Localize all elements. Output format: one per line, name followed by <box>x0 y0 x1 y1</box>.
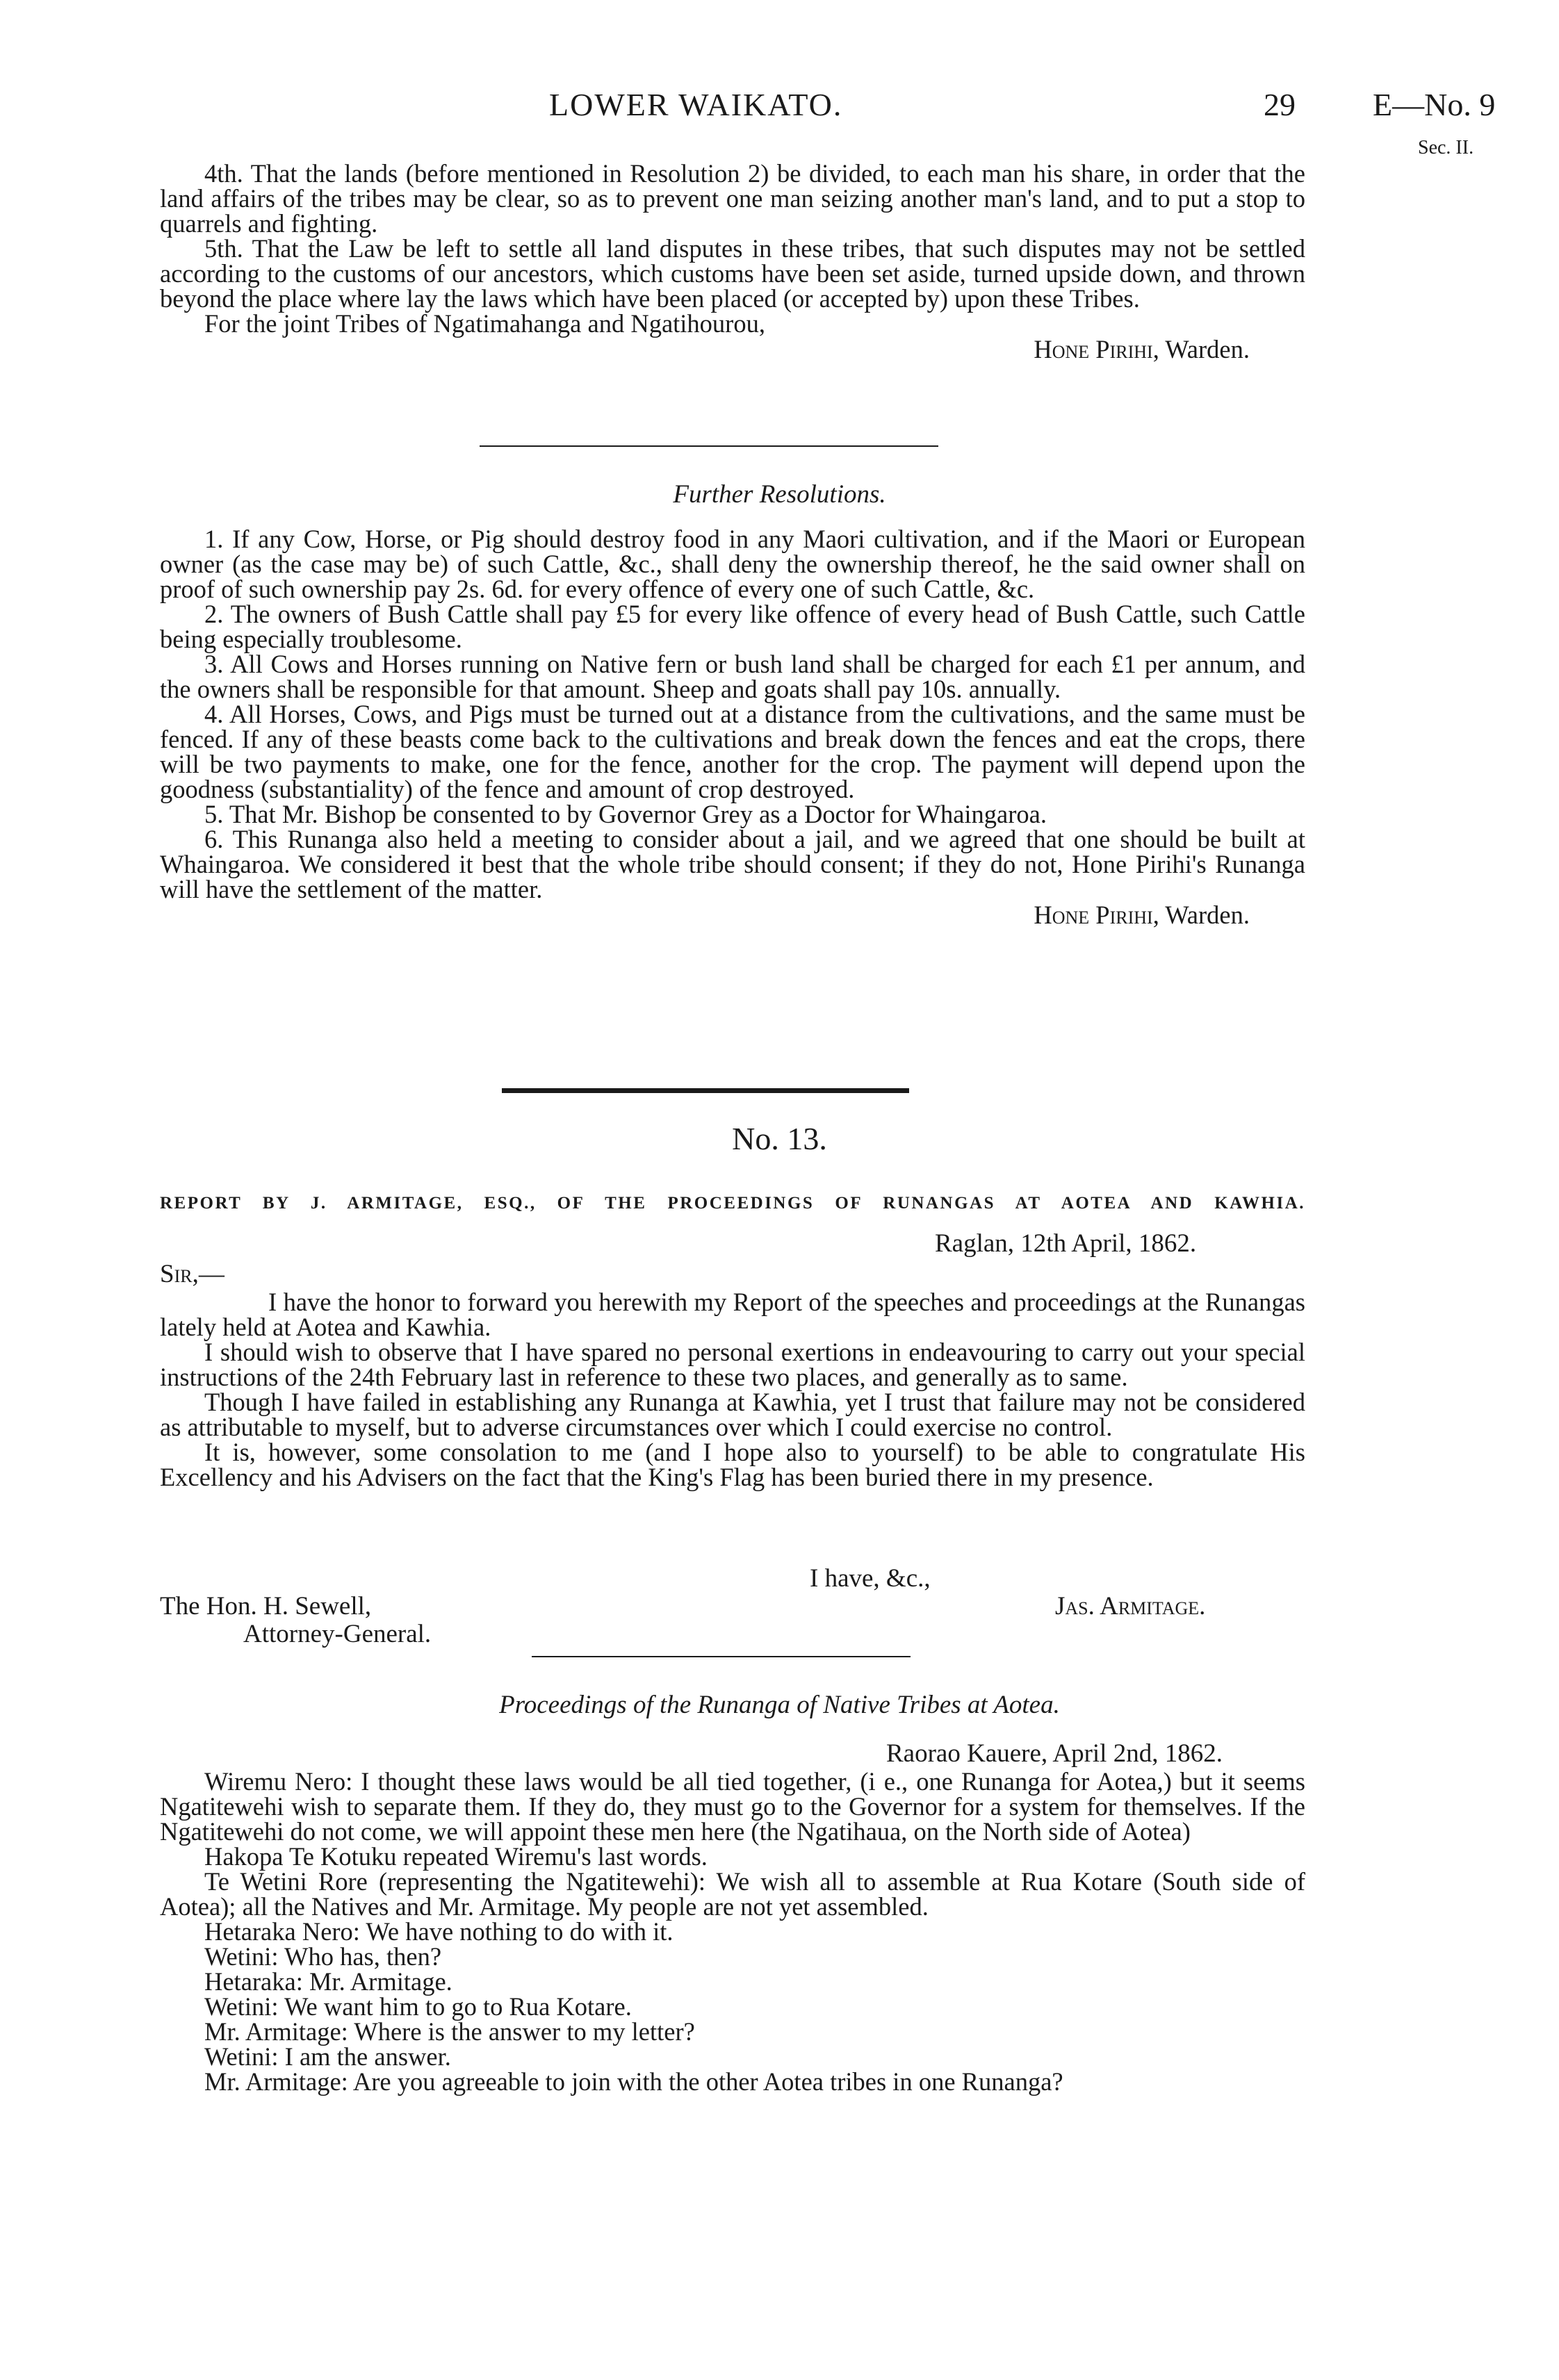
signature-warden <box>160 902 1305 928</box>
transcript-line: Hakopa Te Kotuku repeated Wiremu's last words. <box>204 1842 708 1871</box>
section-divider <box>480 445 938 447</box>
proceedings-heading: Proceedings of the Runanga of Native Tribes at Aotea. <box>499 1691 1060 1719</box>
resolution-5th: 5th. That the Law be left to settle all land disputes in these tribes, that such disputes may not be settled according to the customs of our ancestors, which customs have been set aside, turned upside down, and thrown beyond the place where lay the laws which have been placed (or accepted by) upon these Tribes. <box>160 234 1305 313</box>
resolution-item: 4. All Horses, Cows, and Pigs must be turned out at a distance from the cultivations, and the same must be fenced. If any of these beasts come back to the cultivations and break down the fences and eat the crops, there will be two payments to make, one for the fence, another for the crop. The payment will depend upon the goodness (substantiality) of the fence and amount of crop destroyed. <box>160 700 1305 803</box>
transcript-line: Wetini: I am the answer. <box>204 2042 451 2071</box>
transcript-line: Wiremu Nero: I thought these laws would be all tied together, (i e., one Runanga for Aotea,) but it seems Ngatitewehi wish to separate them. If they do, they must go to the Governor for a system for themselves. If the Ngatitewehi do not come, we will appoint these men here (the Ngatihaua, on the North side of Aotea) <box>160 1767 1305 1846</box>
resolution-item: 5. That Mr. Bishop be consented to by Governor Grey as a Doctor for Whaingaroa. <box>204 800 1047 828</box>
letter-salutation: Sir,— <box>160 1260 225 1288</box>
letter-signature: Jas. Armitage. <box>1055 1592 1206 1620</box>
addressee-title: Attorney-General. <box>243 1620 432 1648</box>
transcript-line: Mr. Armitage: Are you agreeable to join with the other Aotea tribes in one Runanga? <box>204 2067 1063 2096</box>
transcript-line: Wetini: Who has, then? <box>204 1942 442 1971</box>
transcript-line: Mr. Armitage: Where is the answer to my letter? <box>204 2017 695 2046</box>
transcript-line: Hetaraka: Mr. Armitage. <box>204 1967 452 1996</box>
signature-title: , Warden. <box>1152 335 1250 363</box>
letter-paragraph: I have the honor to forward you herewith my Report of the speeches and proceedings at the Runangas lately held at Aotea and Kawhia. <box>160 1288 1305 1341</box>
letter-dateline: Raglan, 12th April, 1862. <box>935 1229 1197 1258</box>
letter-closing: I have, &c., <box>810 1564 931 1593</box>
page-number: 29 <box>1264 87 1296 122</box>
further-resolutions-list <box>160 527 1305 928</box>
signature-warden <box>160 336 1305 363</box>
proceedings-transcript <box>160 1769 1305 2094</box>
letter-paragraph: It is, however, some consolation to me (and I hope also to yourself) to be able to congratulate His Excellency and his Advisers on the fact that the King's Flag has been buried there in my presence. <box>160 1438 1305 1491</box>
document-number-heading: No. 13. <box>732 1121 827 1156</box>
report-title: REPORT BY J. ARMITAGE, ESQ., OF THE PROCEEDINGS OF RUNANGAS AT AOTEA AND KAWHIA. <box>160 1194 1305 1213</box>
resolution-item: 2. The owners of Bush Cattle shall pay £5 for every like offence of every head of Bush Cattle, such Cattle being especially troublesome. <box>160 600 1305 653</box>
section-divider <box>532 1656 911 1657</box>
joint-tribes-line: For the joint Tribes of Ngatimahanga and Ngatihourou, <box>204 309 765 338</box>
letter-paragraph: I should wish to observe that I have spared no personal exertions in endeavouring to carry out your special instructions of the 24th February last in reference to these two places, and generally as to same. <box>160 1338 1305 1391</box>
signature-name: Hone Pirihi <box>1034 335 1153 363</box>
running-title: LOWER WAIKATO. <box>549 87 843 122</box>
signature-title: , Warden. <box>1152 901 1250 929</box>
further-resolutions-heading: Further Resolutions. <box>673 480 886 509</box>
resolution-4th: 4th. That the lands (before mentioned in Resolution 2) be divided, to each man his share, in order that the land affairs of the tribes may be clear, so as to prevent one man seizing another man's land, and to put a stop to quarrels and fighting. <box>160 159 1305 238</box>
signature-name: Hone Pirihi <box>1034 901 1153 929</box>
series-reference: E—No. 9 <box>1373 87 1496 122</box>
transcript-line: Wetini: We want him to go to Rua Kotare. <box>204 1992 632 2021</box>
resolution-item: 3. All Cows and Horses running on Native fern or bush land shall be charged for each £1 per annum, and the owners shall be responsible for that amount. Sheep and goats shall pay 10s. annually. <box>160 650 1305 703</box>
resolution-item: 6. This Runanga also held a meeting to consider about a jail, and we agreed that one should be built at Whaingaroa. We considered it best that the whole tribe should consent; if they do not, Hone Pirihi's Runanga will have the settlement of the matter. <box>160 825 1305 903</box>
thick-divider <box>502 1088 909 1093</box>
resolution-item: 1. If any Cow, Horse, or Pig should destroy food in any Maori cultivation, and if the Maori or European owner (as the case may be) of such Cattle, &c., shall deny the ownership thereof, he the said owner shall on proof of such ownership pay 2s. 6d. for every offence of every one of such Cattle, &c. <box>160 525 1305 603</box>
section-reference: Sec. II. <box>1418 137 1474 158</box>
proceedings-dateline: Raorao Kauere, April 2nd, 1862. <box>886 1739 1223 1768</box>
letter-body <box>160 1290 1305 1490</box>
transcript-line: Te Wetini Rore (representing the Ngatitewehi): We wish all to assemble at Rua Kotare (South side of Aotea); all the Natives and Mr. Armitage. My people are not yet assembled. <box>160 1867 1305 1921</box>
addressee-name: The Hon. H. Sewell, <box>160 1592 372 1620</box>
letter-paragraph: Though I have failed in establishing any Runanga at Kawhia, yet I trust that failure may not be considered as attributable to myself, but to adverse circumstances over which I could exercise no control. <box>160 1388 1305 1441</box>
resolutions-continued <box>160 161 1305 363</box>
transcript-line: Hetaraka Nero: We have nothing to do with it. <box>204 1917 674 1946</box>
